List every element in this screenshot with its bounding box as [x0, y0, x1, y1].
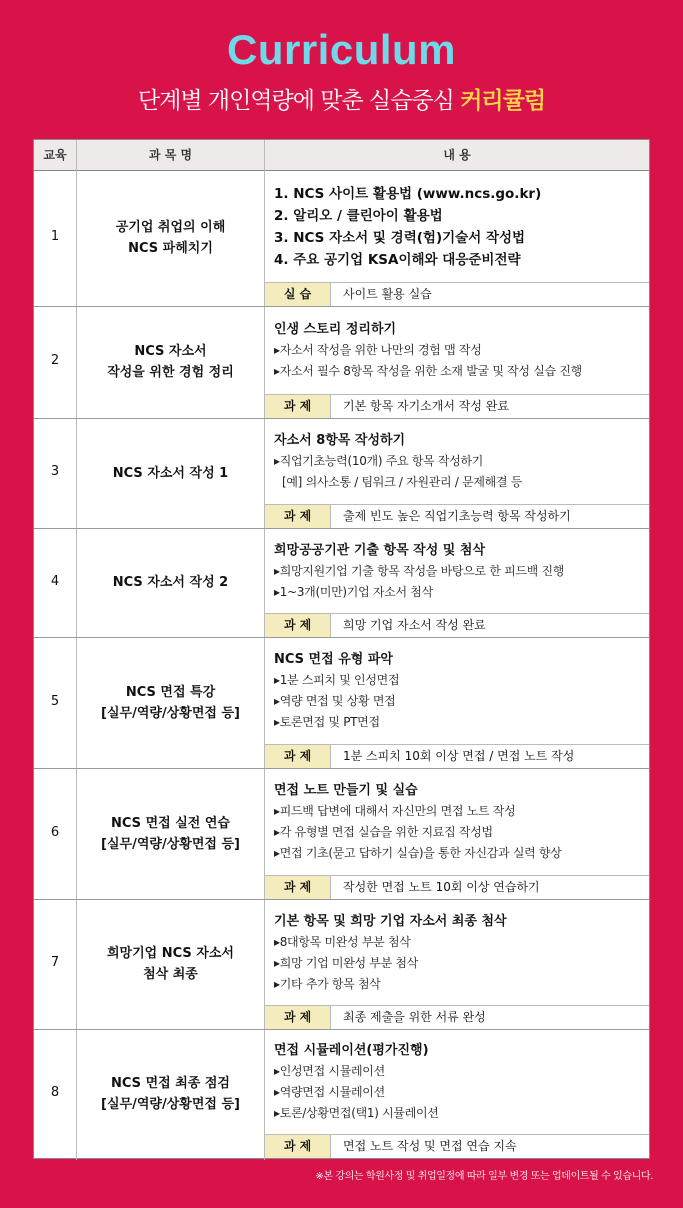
content-heading: 기본 항목 및 희망 기업 자소서 최종 첨삭 — [274, 913, 507, 929]
content-heading: NCS 면접 유형 파악 — [274, 652, 393, 667]
content-item: ▸역량면접 시뮬레이션 — [274, 1085, 385, 1099]
table-row — [34, 528, 649, 638]
row-assignment — [265, 875, 649, 899]
content-item: ▸1분 스피치 및 인성면접 — [274, 673, 400, 687]
assignment-text: 작성한 면접 노트 10회 이상 연습하기 — [343, 880, 540, 894]
row-number: 8 — [50, 1084, 60, 1100]
column-header-subject: 과 목 명 — [148, 148, 193, 162]
row-number: 4 — [50, 573, 60, 589]
row-number: 7 — [50, 955, 60, 970]
row-content — [274, 780, 644, 864]
table-header — [34, 140, 649, 171]
table-row — [34, 637, 649, 769]
table-row — [34, 418, 649, 529]
content-item: ▸희망지원기업 기출 항목 작성을 바탕으로 한 피드백 진행 — [274, 563, 565, 578]
content-item: 1. NCS 사이트 활용법 (www.ncs.go.kr) — [274, 185, 542, 202]
assignment-text: 사이트 활용 실습 — [343, 287, 432, 301]
row-number: 2 — [50, 353, 60, 368]
content-item: ▸면접 기초(묻고 답하기 실습)을 통한 자신감과 실력 향상 — [274, 846, 562, 860]
content-item: ▸자소서 작성을 위한 나만의 경험 맵 작성 — [274, 343, 482, 357]
row-assignment — [265, 504, 649, 528]
assignment-tag: 실 습 — [265, 283, 331, 306]
row-number: 5 — [50, 693, 60, 709]
assignment-tag: 과 제 — [265, 505, 331, 528]
subject-line: 첨삭 최종 — [143, 967, 198, 982]
content-item: ▸자소서 필수 8항목 작성을 위한 소재 발굴 및 작성 실습 진행 — [274, 364, 582, 378]
assignment-tag: 과 제 — [265, 745, 331, 768]
page-subtitle — [0, 82, 683, 115]
assignment-tag: 과 제 — [265, 614, 331, 637]
subject-line: NCS 자소서 — [134, 344, 207, 359]
assignment-text: 기본 항목 자기소개서 작성 완료 — [343, 399, 509, 413]
row-content — [274, 1040, 644, 1124]
subtitle-highlight: 커리큘럼 — [460, 88, 546, 114]
row-content — [274, 183, 644, 271]
page-title: Curriculum — [226, 26, 457, 73]
row-subject — [77, 1073, 264, 1115]
column-header-content: 내 용 — [443, 148, 471, 162]
table-row — [34, 899, 649, 1030]
curriculum-table — [33, 139, 650, 1159]
content-item: 3. NCS 자소서 및 경력(험)기술서 작성법 — [274, 229, 526, 246]
row-subject — [77, 463, 264, 484]
row-content — [274, 911, 644, 995]
row-content — [274, 430, 644, 493]
subject-line: NCS 자소서 작성 1 — [112, 465, 229, 481]
row-content — [274, 649, 644, 733]
row-assignment — [265, 613, 649, 637]
subject-line: [실무/역량/상황면접 등] — [101, 836, 240, 852]
table-row — [34, 306, 649, 419]
content-item: ▸토론면접 및 PT면접 — [274, 715, 380, 729]
row-assignment — [265, 744, 649, 768]
row-assignment — [265, 1134, 649, 1158]
subject-line: 희망기업 NCS 자소서 — [107, 946, 234, 961]
subject-line: [실무/역량/상황면접 등] — [101, 705, 240, 721]
row-assignment — [265, 282, 649, 306]
table-row — [34, 170, 649, 307]
table-row — [34, 768, 649, 900]
row-number: 3 — [50, 464, 60, 479]
subject-line: NCS 면접 실전 연습 — [111, 815, 230, 831]
assignment-text: 최종 제출을 위한 서류 완성 — [343, 1010, 486, 1024]
table-row — [34, 1029, 649, 1158]
row-content — [274, 319, 644, 382]
content-item: ▸역량 면접 및 상황 면접 — [274, 694, 396, 708]
assignment-tag: 과 제 — [265, 395, 331, 418]
content-item: ▸1~3개(미만)기업 자소서 첨삭 — [274, 584, 433, 599]
row-number: 1 — [50, 229, 60, 244]
content-item: ▸직업기초능력(10개) 주요 항목 작성하기 — [274, 454, 484, 468]
subject-line: 공기업 취업의 이해 — [115, 220, 226, 235]
row-subject — [77, 682, 264, 724]
subject-line: 작성을 위한 경험 정리 — [107, 365, 234, 380]
content-item: ▸각 유형별 면접 실습을 위한 지료집 작성법 — [274, 825, 493, 839]
assignment-tag: 과 제 — [265, 876, 331, 899]
subject-line: NCS 파헤치기 — [128, 241, 213, 256]
content-item: ▸기타 추가 항목 첨삭 — [274, 976, 381, 991]
assignment-text: 희망 기업 자소서 작성 완료 — [343, 618, 486, 632]
content-heading: 자소서 8항목 작성하기 — [274, 433, 406, 448]
content-heading: 희망공공기관 기출 항목 작성 및 첨삭 — [274, 542, 485, 558]
content-item: ▸토론/상황면접(택1) 시뮬레이션 — [274, 1106, 439, 1120]
content-item: [예] 의사소통 / 팀워크 / 자원관리 / 문제해결 등 — [282, 475, 523, 489]
row-number: 6 — [50, 824, 60, 840]
row-subject — [77, 572, 264, 593]
row-subject — [77, 943, 264, 985]
subtitle-text: 단계별 개인역량에 맞춘 실습중심 — [137, 88, 461, 114]
subject-line: NCS 자소서 작성 2 — [112, 575, 229, 590]
subject-line: NCS 면접 최종 점검 — [111, 1075, 230, 1091]
subject-line: [실무/역량/상황면접 등] — [101, 1096, 240, 1112]
content-heading: 면접 시뮬레이션(평가진행) — [274, 1043, 429, 1058]
row-subject — [77, 217, 264, 259]
content-item: ▸8대항목 미완성 부분 첨삭 — [274, 934, 411, 949]
content-item: 2. 알리오 / 클린아이 활용법 — [274, 207, 443, 224]
content-item: ▸인성면접 시뮬레이션 — [274, 1064, 385, 1078]
assignment-tag: 과 제 — [265, 1006, 331, 1029]
content-heading: 인생 스토리 정리하기 — [274, 322, 397, 337]
subject-line: NCS 면접 특강 — [125, 684, 216, 700]
assignment-text: 면접 노트 작성 및 면접 연습 지속 — [343, 1139, 517, 1153]
row-assignment — [265, 394, 649, 418]
content-heading: 면접 노트 만들기 및 실습 — [274, 783, 418, 798]
content-item: 4. 주요 공기업 KSA이해와 대응준비전략 — [274, 251, 521, 268]
row-content — [274, 540, 644, 603]
content-item: ▸피드백 답변에 대해서 자신만의 면접 노트 작성 — [274, 804, 516, 818]
column-header-number: 교육 — [43, 148, 67, 162]
row-subject — [77, 341, 264, 383]
content-item: ▸희망 기업 미완성 부분 첨삭 — [274, 955, 418, 970]
assignment-text: 1분 스피치 10회 이상 면접 / 면접 노트 작성 — [343, 749, 575, 763]
footer-note: ※본 강의는 학원사정 및 취업일정에 따라 일부 변경 또는 업데이트될 수 있습니다. — [315, 1171, 653, 1182]
assignment-tag: 과 제 — [265, 1135, 331, 1158]
assignment-text: 출제 빈도 높은 직업기초능력 항목 작성하기 — [343, 509, 571, 523]
row-assignment — [265, 1005, 649, 1029]
row-subject — [77, 813, 264, 855]
